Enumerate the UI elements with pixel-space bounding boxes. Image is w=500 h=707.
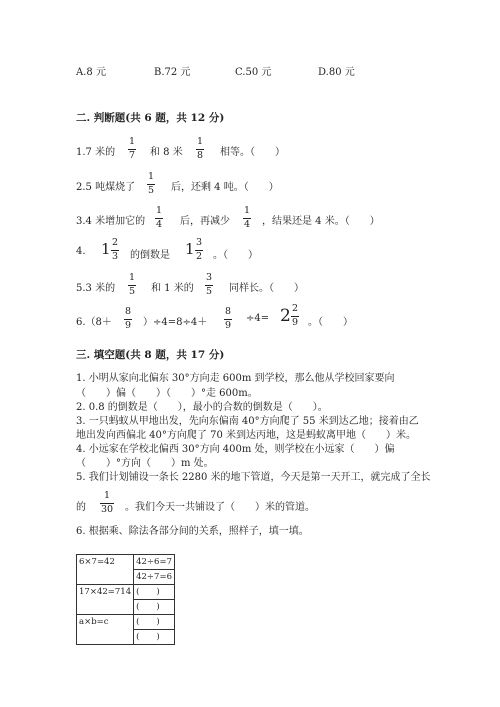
judge-q5-c: 同样长。（ ） bbox=[229, 283, 304, 294]
table-row bbox=[77, 555, 175, 570]
fill-q1-line2: （ ）偏（ ）（ ）°走 600m。 bbox=[76, 388, 258, 399]
denominator: 4 bbox=[244, 218, 251, 230]
option-c: C.50 元 bbox=[235, 67, 272, 78]
denominator: 30 bbox=[101, 503, 114, 515]
numerator: 3 bbox=[206, 272, 213, 283]
judge-q4-c: 。（ ） bbox=[213, 250, 258, 261]
fraction bbox=[111, 238, 119, 261]
numerator: 2 bbox=[112, 237, 119, 248]
fraction bbox=[147, 172, 155, 195]
fraction bbox=[291, 304, 299, 327]
numerator: 8 bbox=[225, 306, 232, 317]
fraction bbox=[100, 491, 114, 514]
operation-table bbox=[76, 554, 175, 645]
fill-q6: 6. 根据乘、除法各部分间的关系，照样子，填一填。 bbox=[76, 526, 309, 537]
fill-q5-a: 的 bbox=[76, 502, 86, 513]
table-row bbox=[77, 585, 175, 600]
judge-q6-b: ）÷4=8÷4＋ bbox=[143, 317, 208, 328]
answer-blank[interactable]: ( ) bbox=[134, 630, 175, 645]
fill-q3-line2: 地出发向西偏北 40°方向爬了 70 米到达丙地，这是蚂蚁离甲地（ ）米。 bbox=[76, 430, 416, 441]
option-b: B.72 元 bbox=[154, 67, 191, 78]
fill-q2: 2. 0.8 的倒数是（ ），最小的合数的倒数是（ ）。 bbox=[76, 402, 328, 413]
denominator: 7 bbox=[129, 149, 136, 161]
mixed-number bbox=[280, 304, 304, 332]
fill-q3-line1: 3. 一只蚂蚁从甲地出发，先向东偏南 40°方向爬了 55 米到达乙地；接着由乙 bbox=[76, 416, 419, 427]
fraction bbox=[205, 273, 213, 296]
fraction bbox=[155, 206, 163, 229]
judge-q3-c: ，结果还是 4 米。（ ） bbox=[262, 216, 380, 227]
table-row bbox=[77, 615, 175, 630]
table-cell: 6×7=42 bbox=[77, 555, 134, 585]
judge-q5-a: 5.3 米的 bbox=[76, 283, 116, 294]
judge-q1-b: 和 8 米 bbox=[150, 147, 183, 158]
table-cell: 17×42=714 bbox=[77, 585, 134, 615]
table-cell: 42÷7=6 bbox=[134, 570, 175, 585]
fraction bbox=[196, 137, 204, 160]
option-a: A.8 元 bbox=[76, 67, 106, 78]
judge-q1-c: 相等。（ ） bbox=[220, 147, 285, 158]
fraction bbox=[128, 273, 136, 296]
judge-q4-a: 4. bbox=[76, 246, 86, 257]
numerator: 1 bbox=[148, 171, 155, 182]
judge-q6-d: 。（ ） bbox=[308, 317, 353, 328]
section3-title: 三. 填空题(共 8 题，共 17 分) bbox=[76, 349, 225, 361]
mixed-number bbox=[101, 238, 125, 264]
numerator: 2 bbox=[292, 303, 299, 314]
fraction bbox=[224, 307, 232, 330]
judge-q2-a: 2.5 吨煤烧了 bbox=[76, 182, 136, 193]
denominator: 9 bbox=[292, 316, 299, 328]
mixed-number bbox=[185, 238, 209, 264]
table-cell: a×b=c bbox=[77, 615, 134, 645]
judge-q2-b: 后，还剩 4 吨。（ ） bbox=[171, 182, 279, 193]
fraction bbox=[128, 137, 136, 160]
fraction bbox=[243, 206, 251, 229]
whole: 2 bbox=[280, 306, 291, 326]
denominator: 2 bbox=[196, 250, 203, 262]
denominator: 5 bbox=[129, 285, 136, 297]
fill-q1-line1: 1. 小明从家向北偏东 30°方向走 600m 到学校，那么他从学校回家要向 bbox=[76, 373, 395, 384]
denominator: 5 bbox=[148, 184, 155, 196]
fill-q5-b: 。我们今天一共铺设了（ ）米的管道。 bbox=[125, 502, 315, 513]
answer-blank[interactable]: ( ) bbox=[134, 600, 175, 615]
judge-q6-c: ÷4= bbox=[246, 313, 270, 324]
section2-title: 二. 判断题(共 6 题，共 12 分) bbox=[76, 112, 225, 124]
fill-q4-line1: 4. 小远家在学校北偏西 30°方向 400m 处，则学校在小远家（ ）偏 bbox=[76, 444, 395, 455]
judge-q6-a: 6.（8＋ bbox=[76, 317, 112, 328]
judge-q5-b: 和 1 米的 bbox=[151, 283, 194, 294]
numerator: 1 bbox=[156, 205, 163, 216]
fill-q5-line1: 5. 我们计划铺设一条长 2280 米的地下管道，今天是第一天开工，就完成了全长 bbox=[76, 472, 431, 483]
numerator: 1 bbox=[104, 490, 111, 501]
whole: 1 bbox=[101, 240, 111, 258]
numerator: 1 bbox=[129, 136, 136, 147]
fraction bbox=[124, 307, 132, 330]
denominator: 9 bbox=[125, 319, 132, 331]
denominator: 5 bbox=[206, 285, 213, 297]
numerator: 1 bbox=[129, 272, 136, 283]
denominator: 4 bbox=[156, 218, 163, 230]
fill-q4-line2: （ ）°方向（ ）m 处。 bbox=[76, 458, 214, 469]
numerator: 1 bbox=[197, 136, 204, 147]
table-cell: 42÷6=7 bbox=[134, 555, 175, 570]
numerator: 8 bbox=[125, 306, 132, 317]
judge-q4-b: 的倒数是 bbox=[130, 250, 170, 261]
denominator: 9 bbox=[225, 319, 232, 331]
numerator: 3 bbox=[196, 237, 203, 248]
fraction bbox=[195, 238, 203, 261]
denominator: 3 bbox=[112, 250, 119, 262]
judge-q3-b: 后，再减少 bbox=[180, 216, 230, 227]
option-d: D.80 元 bbox=[318, 67, 355, 78]
answer-blank[interactable]: ( ) bbox=[134, 615, 175, 630]
whole: 1 bbox=[185, 240, 195, 258]
judge-q1-a: 1.7 米的 bbox=[76, 147, 116, 158]
judge-q3-a: 3.4 米增加它的 bbox=[76, 216, 146, 227]
answer-blank[interactable]: ( ) bbox=[134, 585, 175, 600]
denominator: 8 bbox=[197, 149, 204, 161]
numerator: 1 bbox=[244, 205, 251, 216]
